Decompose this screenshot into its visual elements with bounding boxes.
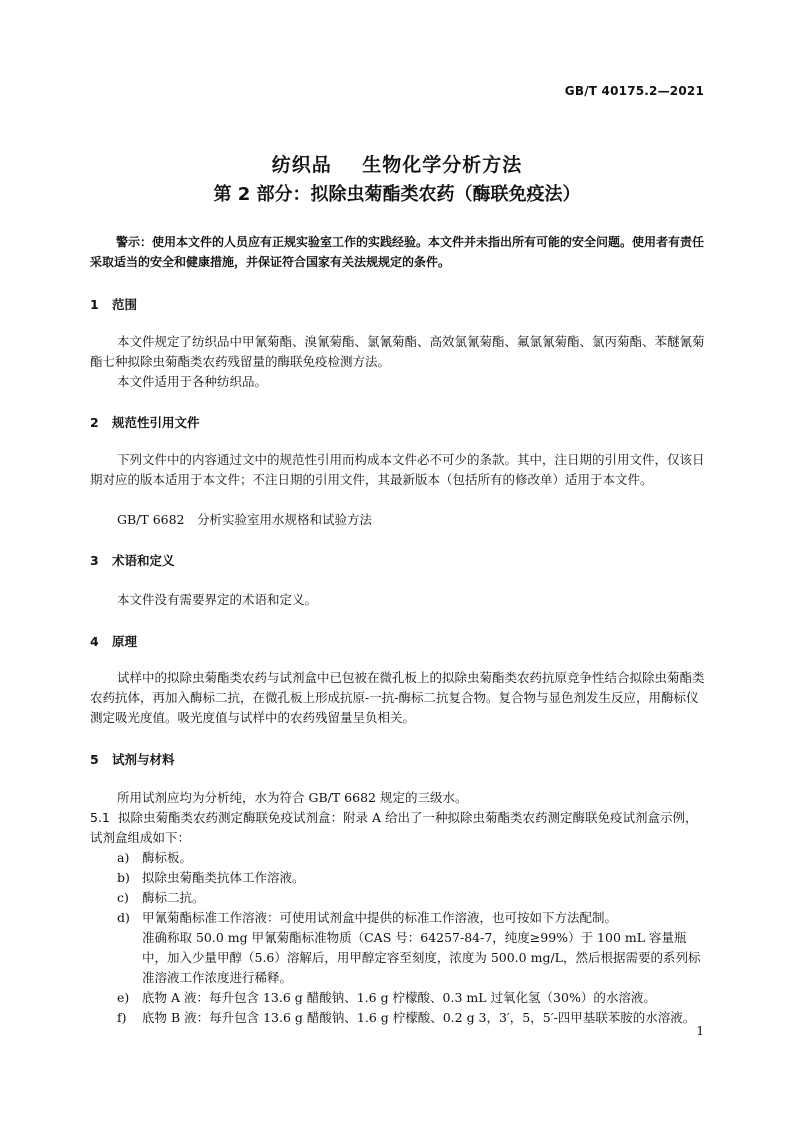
list-marker: f)	[117, 1010, 127, 1025]
section-title: 原理	[112, 634, 138, 649]
list-item	[117, 888, 708, 908]
section-title: 规范性引用文件	[112, 415, 200, 430]
section-number: 1	[90, 297, 99, 312]
list-item-text: 拟除虫菊酯类抗体工作溶液。	[142, 870, 305, 885]
list-item-text: 底物 B 液：每升包含 13.6 g 醋酸钠、1.6 g 柠檬酸、0.2 g 3，3′，5，5′-四甲基联苯胺的水溶液。	[142, 1010, 696, 1025]
list-item	[117, 908, 708, 988]
safety-warning: 警示：使用本文件的人员应有正规实验室工作的实践经验。本文件并未指出所有可能的安全问题。使用者有责任采取适当的安全和健康措施，并保证符合国家有关法规规定的条件。	[90, 235, 705, 269]
page-number: 1	[696, 1024, 704, 1038]
section-number: 5	[90, 752, 99, 767]
subclause-5-1	[90, 808, 708, 848]
section-heading-principle	[90, 632, 137, 650]
document-title-line1: 纺织品 生物化学分析方法	[271, 154, 523, 176]
list-marker: c)	[117, 890, 129, 905]
list-item-text: 酶标二抗。	[142, 890, 205, 905]
list-marker: b)	[117, 870, 130, 885]
section-heading-normative-references	[90, 413, 200, 431]
list-item	[117, 1008, 708, 1028]
subclause-text: 拟除虫菊酯类农药测定酶联免疫试剂盒：附录 A 给出了一种拟除虫菊酯类农药测定酶联免疫试剂盒示例，试剂盒组成如下：	[90, 810, 698, 845]
section-number: 4	[90, 634, 99, 649]
list-marker: a)	[117, 850, 130, 865]
section-title: 范围	[112, 297, 138, 312]
references-paragraph: 下列文件中的内容通过文中的规范性引用而构成本文件必不可少的条款。其中，注日期的引用文件，仅该日期对应的版本适用于本文件；不注日期的引用文件，其最新版本（包括所有的修改单）适用于本文件。	[90, 452, 705, 487]
scope-paragraph: 本文件规定了纺织品中甲氰菊酯、溴氰菊酯、氯氰菊酯、高效氯氰菊酯、氟氯氰菊酯、氯丙菊酯、苯醚氰菊酯七种拟除虫菊酯类农药残留量的酶联免疫检测方法。	[90, 334, 705, 369]
list-item-text: 酶标板。	[142, 850, 193, 865]
list-marker: d)	[117, 910, 130, 925]
subclause-number: 5.1	[90, 810, 110, 825]
list-item-text: 甲氰菊酯标准工作溶液：可使用试剂盒中提供的标准工作溶液，也可按如下方法配制。	[142, 910, 618, 925]
list-item-text: 底物 A 液：每升包含 13.6 g 醋酸钠、1.6 g 柠檬酸、0.3 mL 过氧化氢（30%）的水溶液。	[142, 990, 656, 1005]
list-item	[117, 848, 708, 868]
section-heading-terms	[90, 551, 175, 569]
principle-paragraph: 试样中的拟除虫菊酯类农药与试剂盒中已包被在微孔板上的拟除虫菊酯类农药抗原竞争性结合拟除虫菊酯类农药抗体，再加入酶标二抗，在微孔板上形成抗原-一抗-酶标二抗复合物。复合物与显色剂发生反应，用酶标仪测定吸光度值。吸光度值与试样中的农药残留量呈负相关。	[90, 670, 705, 725]
list-marker: e)	[117, 990, 130, 1005]
list-item	[117, 988, 708, 1008]
section-heading-reagents	[90, 750, 175, 768]
section-heading-scope	[90, 295, 137, 313]
section-title: 试剂与材料	[112, 752, 175, 767]
terms-paragraph: 本文件没有需要界定的术语和定义。	[117, 592, 318, 607]
standard-code: GB/T 40175.2—2021	[564, 84, 704, 98]
scope-applicability: 本文件适用于各种纺织品。	[117, 374, 268, 389]
section-title: 术语和定义	[112, 553, 175, 568]
list-item	[117, 868, 708, 888]
section-number: 2	[90, 415, 99, 430]
document-title-line2: 第 2 部分：拟除虫菊酯类农药（酶联免疫法）	[213, 184, 581, 205]
list-item-detail: 准确称取 50.0 mg 甲氰菊酯标准物质（CAS 号：64257-84-7，纯度≥99%）于 100 mL 容量瓶中，加入少量甲醇（5.6）溶解后，用甲醇定容至刻度，浓度为 500.0 mg/L，然后根据需要的系列标准溶液工作浓度进行稀释。	[142, 930, 701, 985]
section-number: 3	[90, 553, 99, 568]
reference-item: GB/T 6682 分析实验室用水规格和试验方法	[117, 512, 373, 527]
reagents-paragraph: 所用试剂应均为分析纯，水为符合 GB/T 6682 规定的三级水。	[117, 790, 468, 805]
